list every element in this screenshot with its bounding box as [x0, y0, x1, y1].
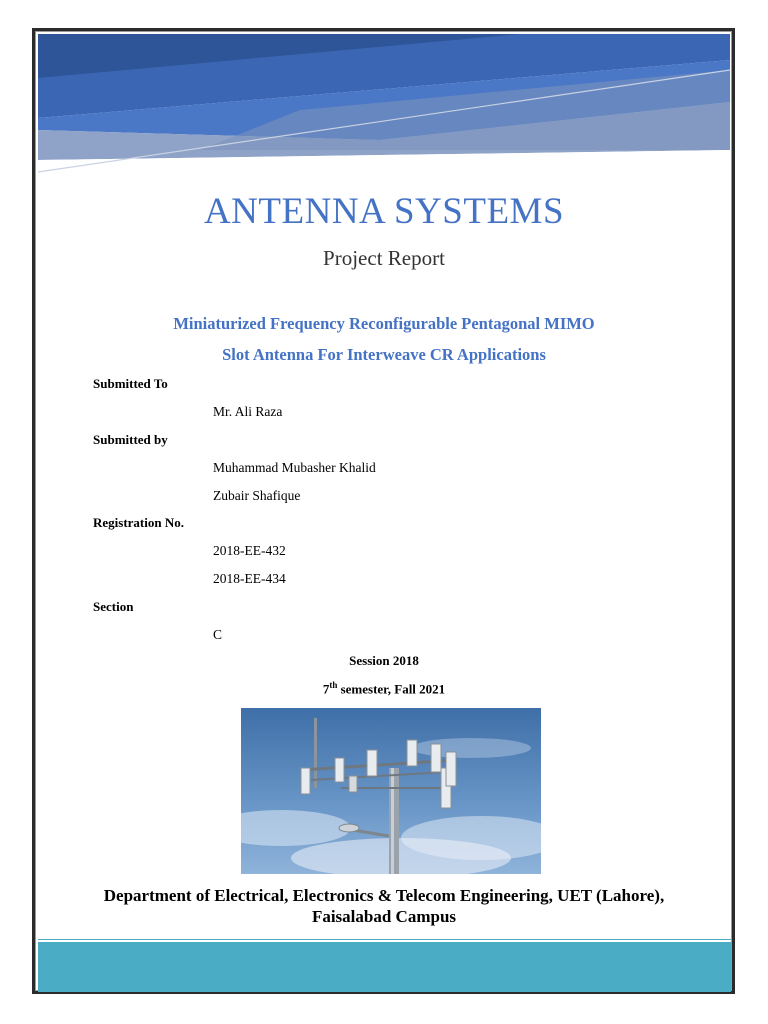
registration-label: Registration No.	[93, 515, 184, 530]
report-subtitle: Project Report	[323, 246, 445, 270]
registration-number: 2018-EE-434	[213, 571, 286, 586]
project-title-line2: Slot Antenna For Interweave CR Applications	[222, 345, 546, 364]
session-text: Session 2018	[349, 653, 419, 668]
department-line2: Faisalabad Campus	[311, 907, 457, 926]
semester-number: 7	[322, 681, 330, 697]
section-label: Section	[93, 599, 134, 614]
semester-text	[0, 680, 768, 697]
report-title: ANTENNA SYSTEMS	[203, 191, 565, 232]
semester-rest: semester, Fall 2021	[337, 681, 446, 697]
registration-number: 2018-EE-432	[213, 543, 286, 558]
project-title-line1: Miniaturized Frequency Reconfigurable Pentagonal MIMO	[173, 314, 595, 333]
submitted-to-label: Submitted To	[93, 376, 168, 391]
department-name	[0, 885, 768, 927]
cell-tower-photo	[241, 708, 541, 874]
semester-suffix: th	[329, 680, 338, 690]
submitted-by-label: Submitted by	[93, 432, 168, 447]
department-line1: Department of Electrical, Electronics & Telecom Engineering, UET (Lahore),	[103, 886, 665, 905]
submitted-to-value: Mr. Ali Raza	[213, 404, 283, 419]
submitted-by-name: Zubair Shafique	[213, 488, 301, 503]
footer-bar	[38, 940, 731, 992]
submitted-by-name: Muhammad Mubasher Khalid	[213, 460, 376, 475]
section-value: C	[213, 627, 223, 642]
